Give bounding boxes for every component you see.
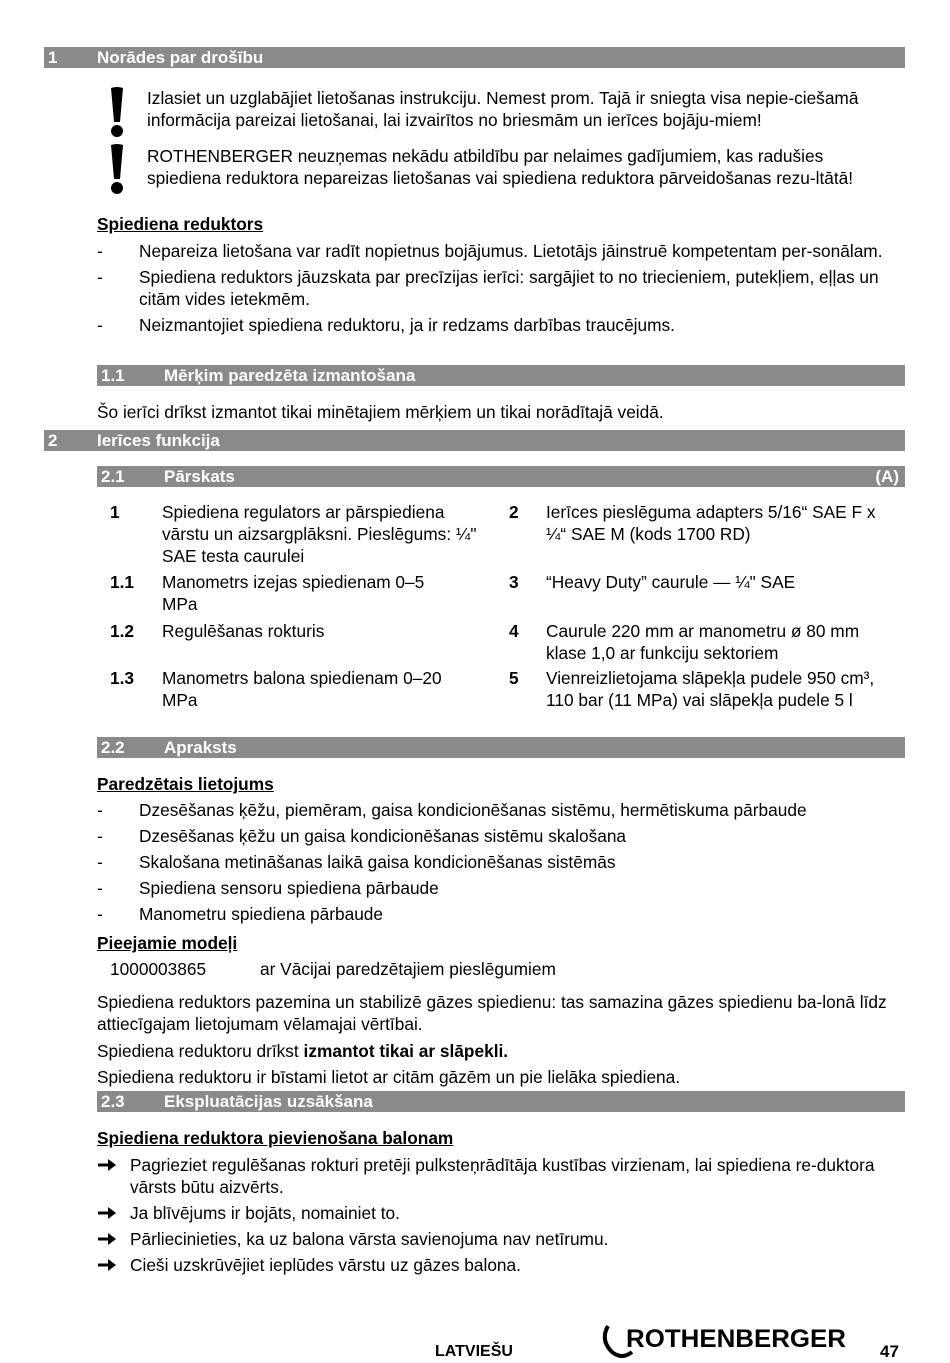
section-2-1-header — [97, 466, 905, 487]
list-item: - Neizmantojiet spiediena reduktoru, ja ir redzams darbības traucējums. — [97, 315, 675, 335]
item-text: Caurule 220 mm ar manometru ø 80 mm klase 1,0 ar funkciju sektoriem — [546, 621, 860, 663]
logo-text: ROTHENBERGER — [626, 1325, 846, 1353]
intended-use-text: Šo ierīci drīkst izmantot tikai minētajiem mērķiem un tikai norādītajā veidā. — [97, 402, 664, 422]
arrow-right-icon — [97, 1206, 117, 1220]
item-number: 1.3 — [110, 668, 135, 688]
subheading-connect-cylinder: Spiediena reduktora pievienošana balonam — [97, 1128, 454, 1148]
step-item: Pārliecinieties, ka uz balona vārsta savienojuma nav netīrumu. — [97, 1228, 897, 1250]
section-2-3-header — [97, 1091, 905, 1112]
section-number: 2.2 — [101, 738, 125, 757]
warning-text-2: ROTHENBERGER neuzņemas nekādu atbildību par nelaimes gadījumiem, kas radušies spiediena reduktora nepareizas lietošanas vai spiediena reduktora pārveidošanas rezu-ltātā! — [147, 146, 854, 188]
section-title: Norādes par drošību — [97, 48, 264, 67]
step-item: Cieši uzskrūvējiet ieplūdes vārstu uz gāzes balona. — [97, 1254, 897, 1276]
section-title: Pārskats — [164, 467, 235, 486]
step-item: Ja blīvējums ir bojāts, nomainiet to. — [97, 1202, 897, 1224]
subheading-intended-use: Paredzētais lietojums — [97, 774, 274, 794]
section-2-header — [44, 430, 905, 451]
item-text: Spiediena regulators ar pārspiediena vārstu un aizsargplāksni. Pieslēgums: ¼" SAE testa caurulei — [162, 502, 477, 566]
step-item: Pagrieziet regulēšanas rokturi pretēji pulksteņrādītāja kustības virzienam, lai spiediena re-duktora vārsts būtu aizvērts. — [97, 1154, 897, 1198]
section-title: Mērķim paredzēta izmantošana — [164, 366, 416, 385]
model-description: ar Vācijai paredzētajiem pieslēgumiem — [260, 959, 556, 979]
reduktors-list — [97, 240, 897, 340]
rothenberger-logo — [600, 1322, 850, 1358]
intended-use-list — [97, 799, 897, 929]
list-item: - Spiediena reduktors jāuzskata par precīzijas ierīci: sargājiet to no triecieniem, putekļiem, eļļas un citām vides ietekmēm. — [97, 267, 879, 309]
section-number: 2.3 — [101, 1092, 125, 1111]
item-text: Ierīces pieslēguma adapters 5/16“ SAE F x ¼“ SAE M (kods 1700 RD) — [546, 502, 876, 544]
danger-paragraph: Spiediena reduktoru ir bīstami lietot ar citām gāzēm un pie lielāka spiediena. — [97, 1067, 681, 1087]
arrow-right-icon — [97, 1158, 117, 1172]
item-number: 4 — [509, 621, 519, 641]
item-number: 2 — [509, 502, 519, 522]
item-number: 1 — [110, 502, 120, 522]
model-code: 1000003865 — [110, 959, 207, 979]
list-item: - Spiediena sensoru spiediena pārbaude — [97, 878, 439, 898]
subheading-reduktors: Spiediena reduktors — [97, 214, 264, 234]
section-1-header — [44, 47, 905, 68]
section-2-2-header — [97, 737, 905, 758]
section-number: 2.1 — [101, 467, 125, 486]
arrow-right-icon — [97, 1258, 117, 1272]
page-number: 47 — [880, 1342, 899, 1361]
section-title: Ierīces funkcija — [97, 431, 220, 450]
section-number: 2 — [48, 431, 58, 450]
list-item: - Dzesēšanas ķēžu un gaisa kondicionēšanas sistēmu skalošana — [97, 826, 627, 846]
exclamation-warning-icon — [107, 86, 127, 138]
footer-language: LATVIEŠU — [435, 1343, 513, 1360]
arrow-right-icon — [97, 1232, 117, 1246]
steps-list — [97, 1154, 897, 1280]
exclamation-warning-icon — [107, 143, 127, 195]
section-number: 1 — [48, 48, 58, 67]
item-text: Vienreizlietojama slāpekļa pudele 950 cm³, 110 bar (11 MPa) vai slāpekļa pudele 5 l — [546, 668, 875, 710]
item-text: Manometrs balona spiedienam 0–20 MPa — [162, 668, 442, 710]
item-text: “Heavy Duty” caurule — ¼" SAE — [546, 572, 796, 592]
item-number: 1.2 — [110, 621, 135, 641]
list-item: - Manometru spiediena pārbaude — [97, 904, 384, 924]
item-number: 5 — [509, 668, 519, 688]
subheading-models: Pieejamie modeļi — [97, 933, 238, 953]
item-text: Manometrs izejas spiedienam 0–5 MPa — [162, 572, 425, 614]
item-number: 1.1 — [110, 572, 135, 592]
list-item: - Dzesēšanas ķēžu, piemēram, gaisa kondicionēšanas sistēmu, hermētiskuma pārbaude — [97, 800, 807, 820]
item-text: Regulēšanas rokturis — [162, 621, 325, 641]
section-title: Apraksts — [164, 738, 237, 757]
section-number: 1.1 — [101, 366, 125, 385]
list-item: - Skalošana metināšanas laikā gaisa kondicionēšanas sistēmās — [97, 852, 616, 872]
figure-reference: (A) — [875, 467, 899, 486]
list-item: - Nepareiza lietošana var radīt nopietnus bojājumus. Lietotājs jāinstruē kompetentam per-sonālam. — [97, 241, 883, 261]
section-1-1-header — [97, 365, 905, 386]
nitrogen-only-paragraph: Spiediena reduktoru drīkst izmantot tikai ar slāpekli. — [97, 1041, 509, 1061]
item-number: 3 — [509, 572, 519, 592]
description-paragraph: Spiediena reduktors pazemina un stabilizē gāzes spiedienu: tas samazina gāzes spiedienu ba-lonā līdz attiecīgajam lietojumam vēlamajai vērtībai. — [97, 992, 887, 1034]
warning-text-1: Izlasiet un uzglabājiet lietošanas instrukciju. Nemest prom. Tajā ir sniegta visa nepie-ciešamā informācija pareizai lietošanai, lai izvairītos no briesmām un ierīces bojāju-miem! — [147, 88, 859, 130]
section-title: Ekspluatācijas uzsākšana — [164, 1092, 373, 1111]
